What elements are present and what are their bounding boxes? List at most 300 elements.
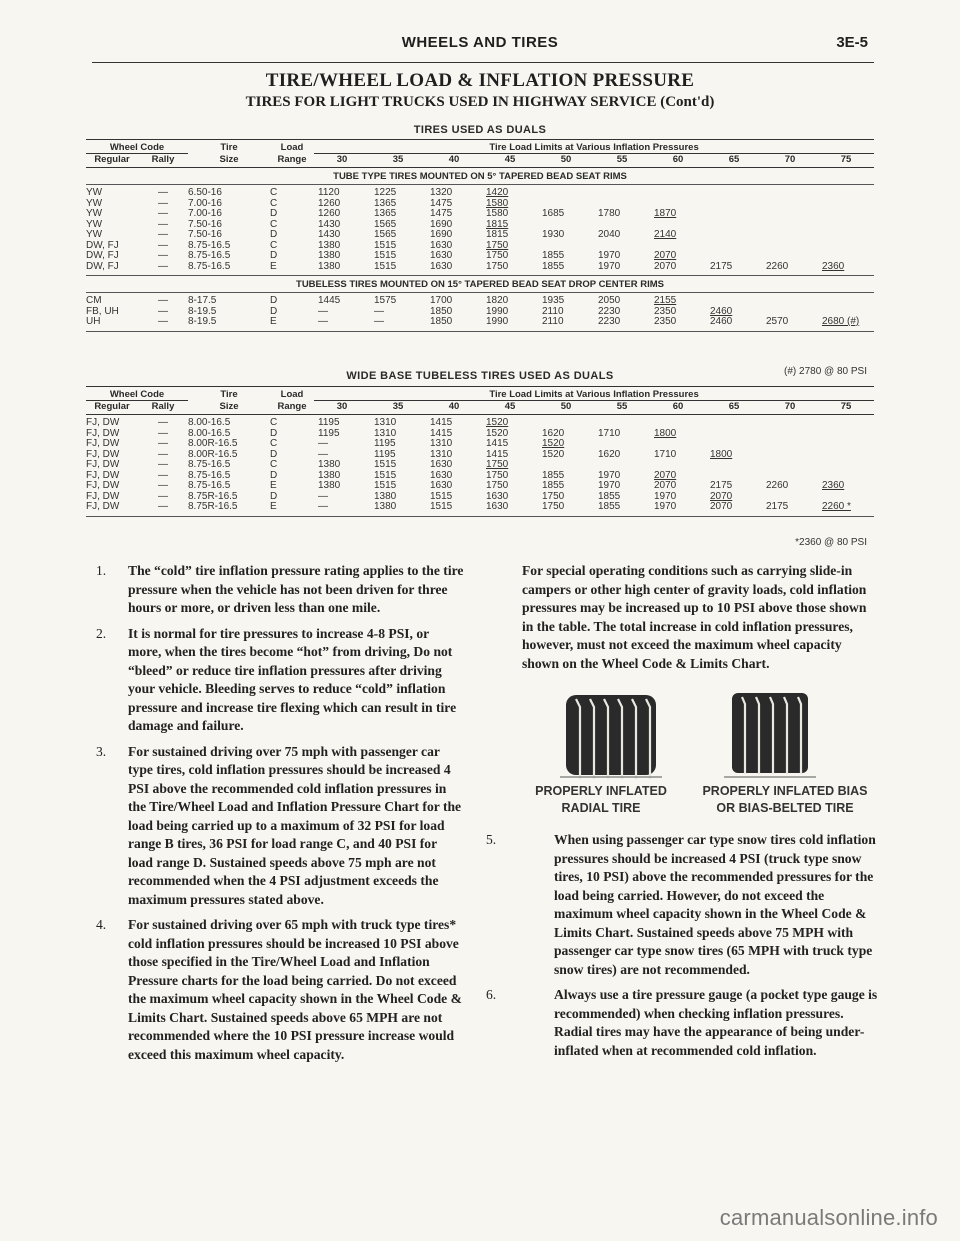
cell-load: 1630	[430, 459, 453, 470]
cell-load: 2070	[654, 480, 677, 491]
cell-load: —	[318, 438, 328, 449]
bias-caption-line-2: OR BIAS-BELTED TIRE	[716, 801, 854, 815]
cell-load: 2360	[818, 262, 874, 276]
cell-load: 1970	[598, 250, 621, 261]
cell-rally: —	[158, 208, 168, 219]
tire-figures	[522, 689, 878, 783]
cell-rally: —	[158, 295, 168, 306]
header-rally: Rally	[138, 154, 188, 168]
cell-load: 2350	[654, 305, 677, 317]
cell-regular: YW	[86, 208, 103, 219]
cell-load: 1475	[430, 197, 453, 209]
footnote-hash: (#) 2780 @ 80 PSI	[784, 366, 867, 377]
cell-load: 1630	[430, 239, 453, 251]
notes-left-column	[96, 562, 464, 1071]
cell-rally: —	[138, 317, 188, 331]
header-range: Range	[270, 401, 314, 415]
cell-load: 2070	[650, 262, 706, 276]
cell-load: 1430	[318, 229, 341, 240]
cell-load	[594, 439, 650, 450]
cell-load	[706, 439, 762, 450]
cell-load: 2070	[654, 250, 677, 261]
cell-load	[818, 241, 874, 252]
cell-load: 1855	[538, 262, 594, 276]
cell-load	[818, 185, 874, 199]
cell-load: 1365	[374, 208, 397, 219]
cell-range: D	[270, 427, 278, 439]
cell-size: 8.75-16.5	[188, 239, 231, 251]
cell-load	[762, 251, 818, 262]
cell-load: 1520	[542, 448, 565, 460]
table-row	[86, 209, 874, 220]
cell-load	[818, 251, 874, 262]
header-pressure-55: 55	[594, 401, 650, 415]
cell-rally: —	[158, 469, 168, 481]
header-pressure-60: 60	[650, 154, 706, 168]
table-row	[86, 185, 874, 199]
cell-regular: FJ, DW	[86, 459, 120, 470]
cell-load: 1580	[486, 197, 509, 209]
cell-range: C	[270, 239, 278, 251]
cell-size: 7.00-16	[188, 208, 222, 219]
cell-load	[818, 220, 874, 231]
cell-range: E	[270, 502, 314, 516]
cell-range: D	[270, 490, 278, 502]
footnote-star: *2360 @ 80 PSI	[795, 537, 867, 548]
cell-rally: —	[158, 229, 168, 240]
header-pressure-50: 50	[538, 401, 594, 415]
cell-load	[818, 293, 874, 307]
cell-rally: —	[158, 448, 168, 460]
note-number: 4.	[96, 917, 107, 932]
cell-load: 1380	[314, 262, 370, 276]
cell-load: 1855	[542, 480, 565, 491]
cell-load: 2070	[710, 490, 733, 502]
cell-rally: —	[158, 490, 168, 502]
cell-load: 2350	[650, 317, 706, 331]
cell-size: 8.75-16.5	[188, 459, 231, 470]
cell-rally: —	[158, 218, 168, 230]
cell-load: 1380	[370, 502, 426, 516]
cell-load: 2175	[710, 480, 733, 491]
cell-size: 7.50-16	[188, 218, 222, 230]
cell-load	[706, 199, 762, 210]
header-pressure-35: 35	[370, 154, 426, 168]
cell-range: C	[270, 417, 278, 428]
cell-load: 1380	[374, 490, 397, 502]
cell-load	[818, 199, 874, 210]
cell-load	[762, 460, 818, 471]
cell-size: 8.00R-16.5	[188, 448, 238, 460]
cell-load: 1855	[594, 502, 650, 516]
cell-load	[818, 230, 874, 241]
cell-load: 1515	[430, 490, 453, 502]
note-number: 1.	[96, 563, 107, 578]
cell-range: E	[270, 317, 314, 331]
cell-load	[650, 439, 706, 450]
cell-load	[762, 185, 818, 199]
table-row	[86, 460, 874, 471]
cell-load: 1815	[486, 218, 509, 230]
cell-range: D	[270, 229, 278, 240]
cell-load: 1260	[318, 208, 341, 219]
header-wheel-code: Wheel Code	[86, 140, 188, 154]
section-label-wide-base: WIDE BASE TUBELESS TIRES USED AS DUALS	[346, 370, 614, 382]
cell-load: 1630	[482, 502, 538, 516]
cell-load: —	[318, 448, 328, 460]
header-pressure-65: 65	[706, 154, 762, 168]
cell-load: 2070	[706, 502, 762, 516]
cell-size: 8.00-16.5	[188, 417, 231, 428]
header-limits: Tire Load Limits at Various Inflation Pressures	[314, 387, 874, 401]
cell-load: 1750	[482, 262, 538, 276]
running-head	[0, 34, 960, 54]
cell-rally: —	[158, 480, 168, 491]
cell-load: 1990	[486, 305, 509, 317]
running-head-title: WHEELS AND TIRES	[401, 34, 559, 51]
table-row	[86, 230, 874, 241]
cell-load: —	[318, 490, 328, 502]
note-item	[486, 831, 878, 979]
notes-right-list	[486, 831, 878, 1060]
cell-load: 1815	[486, 229, 509, 240]
cell-load: 1580	[486, 208, 509, 219]
cell-load: 1415	[430, 427, 453, 439]
cell-load	[706, 209, 762, 220]
cell-size: 8.00R-16.5	[188, 438, 238, 449]
cell-load: 1990	[482, 317, 538, 331]
cell-load	[818, 209, 874, 220]
cell-load: 2260	[766, 480, 789, 491]
radial-tire-caption	[516, 783, 686, 817]
cell-load	[762, 415, 818, 429]
cell-load: 2230	[598, 305, 621, 317]
note-text: It is normal for tire pressures to increase 4-8 PSI, or more, when the tires become “hot” from driving, Do not “bleed” or reduce tire inflation pressures after driving your vehicle. Bleeding serves to reduce “cold” inflation pressure and increase tire flexing which can result in tire damage and failure.	[128, 625, 457, 733]
header-limits: Tire Load Limits at Various Inflation Pressures	[314, 140, 874, 154]
cell-load	[762, 209, 818, 220]
cell-load: 2680 (#)	[818, 317, 874, 331]
cell-regular: UH	[86, 317, 138, 331]
bias-tire-tread-image	[724, 689, 816, 783]
radial-caption-line-2: RADIAL TIRE	[561, 801, 641, 815]
cell-load: 1750	[486, 239, 509, 251]
cell-load: 1710	[654, 448, 677, 460]
cell-load	[650, 460, 706, 471]
cell-load: 1195	[374, 438, 396, 449]
watermark: carmanualsonline.info	[719, 1205, 938, 1230]
cell-load	[762, 450, 818, 461]
cell-load	[706, 241, 762, 252]
cell-range: C	[270, 187, 278, 198]
cell-regular: FB, UH	[86, 305, 119, 317]
cell-load: 1380	[318, 469, 341, 481]
header-regular: Regular	[86, 401, 138, 415]
header-size: Size	[188, 154, 270, 168]
cell-load: 1630	[426, 262, 482, 276]
cell-load: 1415	[486, 438, 509, 449]
header-pressure-70: 70	[762, 401, 818, 415]
cell-load	[818, 439, 874, 450]
cell-load: 1430	[318, 218, 341, 230]
cell-load	[538, 415, 594, 429]
cell-load: 1970	[650, 502, 706, 516]
cell-load	[706, 230, 762, 241]
cell-range: C	[270, 438, 278, 449]
cell-size: 8.75-16.5	[188, 480, 231, 491]
cell-load: —	[314, 502, 370, 516]
cell-range: C	[270, 197, 278, 209]
note-number: 6.	[486, 987, 497, 1002]
cell-load: 1520	[542, 438, 565, 449]
cell-load	[762, 241, 818, 252]
cell-load: 1685	[542, 208, 565, 219]
cell-load: 1195	[318, 427, 340, 439]
cell-load: 1195	[318, 417, 340, 428]
bias-caption-line-1: PROPERLY INFLATED BIAS	[702, 784, 868, 798]
note-item	[96, 916, 464, 1064]
cell-rally: —	[158, 250, 168, 261]
cell-load: 1780	[598, 208, 621, 219]
cell-regular: FJ, DW	[86, 469, 120, 481]
note-text: For sustained driving over 65 mph with truck type tires* cold inflation pressures should be increased 10 PSI above those specified in the Tire/Wheel Load and Inflation Pressure charts for the load being carried. Do not exceed the maximum wheel capacity shown in the Wheel Code & Limits Chart. Sustained speeds above 65 MPH are not recommended where the 10 PSI pressure increase would exceed this maximum wheel capacity.	[128, 917, 462, 1062]
table-row	[86, 262, 874, 276]
header-pressure-65: 65	[706, 401, 762, 415]
special-conditions-paragraph: For special operating conditions such as carrying slide-in campers or other high center of gravity loads, cold inflation pressures may be increased up to 10 PSI above those shown in the table. The total increase in cold inflation pressures, however, must not exceed the maximum wheel capacity shown on the Wheel Code & Limits Chart.	[522, 563, 867, 671]
cell-range: C	[270, 218, 278, 230]
cell-load: 1870	[654, 208, 677, 219]
header-load: Load	[270, 140, 314, 154]
cell-load: 1850	[430, 305, 453, 317]
cell-load: 1380	[318, 480, 341, 491]
cell-range: D	[270, 208, 278, 219]
cell-load: 1575	[374, 295, 397, 306]
cell-load: 1415	[486, 448, 509, 460]
cell-regular: FJ, DW	[86, 480, 120, 491]
cell-regular: FJ, DW	[86, 448, 120, 460]
cell-load: 2570	[762, 317, 818, 331]
cell-range: C	[270, 459, 278, 470]
cell-load: 1855	[542, 250, 565, 261]
note-item	[96, 562, 464, 618]
page-number: 3E-5	[836, 34, 868, 51]
cell-load	[650, 415, 706, 429]
cell-load: 2260 *	[818, 502, 874, 516]
cell-load: 1260	[318, 197, 341, 209]
cell-load	[706, 220, 762, 231]
cell-size: 8-19.5	[188, 317, 270, 331]
group-banner: TUBELESS TIRES MOUNTED ON 15° TAPERED BEAD SEAT DROP CENTER RIMS	[86, 276, 874, 293]
note-item	[96, 743, 464, 910]
note-item	[96, 625, 464, 736]
cell-load: 2140	[654, 229, 677, 240]
cell-load: 1690	[430, 218, 453, 230]
cell-load: 1520	[486, 417, 509, 428]
cell-regular: CM	[86, 295, 102, 306]
table-row	[86, 293, 874, 307]
cell-load: 2155	[654, 295, 677, 306]
cell-load	[706, 185, 762, 199]
cell-load: 1420	[486, 187, 509, 198]
header-regular: Regular	[86, 154, 138, 168]
cell-rally: —	[158, 187, 168, 198]
note-number: 2.	[96, 625, 107, 641]
cell-load: 1620	[598, 448, 621, 460]
cell-load: 1630	[430, 469, 453, 481]
cell-load: —	[314, 317, 370, 331]
cell-load: 1620	[542, 427, 565, 439]
note-text: Always use a tire pressure gauge (a pocket type gauge is recommended) when checking inflation pressures. Radial tires may have the appearance of being under-inflated when at recommended cold inflation.	[554, 987, 878, 1058]
cell-load	[594, 185, 650, 199]
cell-load: 1700	[430, 295, 453, 306]
cell-load: 1515	[374, 469, 397, 481]
header-pressure-40: 40	[426, 154, 482, 168]
cell-load: 2460	[706, 317, 762, 331]
cell-regular: FJ, DW	[86, 417, 120, 428]
table-row	[86, 439, 874, 450]
cell-load: 1750	[486, 469, 509, 481]
cell-load	[762, 230, 818, 241]
radial-tire-tread-image	[560, 689, 662, 783]
note-number: 3.	[96, 743, 107, 759]
cell-range: D	[270, 250, 278, 261]
cell-load: 1630	[430, 250, 453, 261]
header-wheel-code: Wheel Code	[86, 387, 188, 401]
cell-load: 1750	[538, 502, 594, 516]
cell-rally: —	[158, 459, 168, 470]
cell-load: 2175	[706, 262, 762, 276]
cell-load: 1520	[486, 427, 509, 439]
cell-regular: FJ, DW	[86, 427, 120, 439]
wide-base-load-table	[86, 386, 874, 517]
cell-load: 1515	[426, 502, 482, 516]
cell-size: 7.50-16	[188, 229, 222, 240]
cell-load: 1935	[542, 295, 565, 306]
cell-rally: —	[158, 438, 168, 449]
cell-regular: DW, FJ	[86, 250, 119, 261]
cell-size: 8-19.5	[188, 305, 217, 317]
header-pressure-45: 45	[482, 401, 538, 415]
cell-size: 8-17.5	[188, 295, 217, 306]
cell-size: 8.75-16.5	[188, 469, 231, 481]
cell-load: 1515	[370, 262, 426, 276]
cell-load	[818, 450, 874, 461]
cell-load: 1365	[374, 197, 397, 209]
cell-load: 2040	[598, 229, 621, 240]
cell-load: 1630	[486, 490, 509, 502]
cell-load	[706, 293, 762, 307]
cell-load: 1970	[654, 490, 677, 502]
cell-load: 1855	[598, 490, 621, 502]
header-rule	[92, 62, 874, 63]
cell-rally: —	[138, 262, 188, 276]
cell-load: 1630	[430, 480, 453, 491]
cell-load: 1320	[430, 187, 453, 198]
cell-load: 1970	[594, 262, 650, 276]
header-range: Range	[270, 154, 314, 168]
cell-size: 8.75-16.5	[188, 262, 270, 276]
cell-load: 1690	[430, 229, 453, 240]
table-row	[86, 481, 874, 492]
cell-load	[706, 415, 762, 429]
cell-size: 8.00-16.5	[188, 427, 231, 439]
cell-load	[762, 429, 818, 440]
table-row	[86, 317, 874, 331]
cell-regular: FJ, DW	[86, 490, 120, 502]
cell-rally: —	[138, 502, 188, 516]
cell-load	[818, 429, 874, 440]
notes-right-column	[486, 562, 878, 1067]
header-pressure-40: 40	[426, 401, 482, 415]
page-title: TIRE/WHEEL LOAD & INFLATION PRESSURE	[265, 70, 695, 91]
cell-size: 7.00-16	[188, 197, 222, 209]
cell-load	[818, 460, 874, 471]
table-row	[86, 502, 874, 516]
cell-load: 1380	[318, 459, 341, 470]
cell-load	[706, 429, 762, 440]
cell-load: 1750	[542, 490, 565, 502]
cell-load: 1515	[374, 459, 397, 470]
figure-captions	[522, 783, 878, 823]
cell-load: 1515	[374, 250, 397, 261]
cell-load: 1310	[430, 448, 453, 460]
cell-range: D	[270, 469, 278, 481]
cell-regular: FJ, DW	[86, 438, 120, 449]
cell-load: 1475	[430, 208, 453, 219]
cell-load: 1930	[542, 229, 565, 240]
cell-load: 2050	[598, 295, 621, 306]
cell-size: 8.75R-16.5	[188, 490, 238, 502]
cell-size: 8.75-16.5	[188, 250, 231, 261]
cell-load: 2260	[762, 262, 818, 276]
note-number: 5.	[486, 832, 497, 847]
header-load: Load	[270, 387, 314, 401]
cell-load: 2110	[538, 317, 594, 331]
cell-load: 1800	[654, 427, 677, 439]
cell-range: D	[270, 295, 278, 306]
cell-range: D	[270, 305, 278, 317]
cell-load: 1800	[710, 448, 733, 460]
cell-load: —	[370, 317, 426, 331]
cell-load: 1310	[374, 427, 397, 439]
cell-range: E	[270, 480, 277, 491]
cell-load: 2110	[542, 305, 564, 317]
header-pressure-30: 30	[314, 154, 370, 168]
cell-load: 1750	[486, 250, 509, 261]
cell-load: 1415	[430, 417, 453, 428]
cell-load: 1310	[430, 438, 453, 449]
cell-load: 1380	[318, 250, 341, 261]
cell-load: 1750	[486, 480, 509, 491]
cell-load: 1820	[486, 295, 509, 306]
group-banner-row	[86, 276, 874, 293]
cell-rally: —	[158, 197, 168, 209]
header-tire: Tire	[188, 387, 270, 401]
duals-load-table	[86, 139, 874, 332]
cell-load	[538, 185, 594, 199]
cell-load	[706, 460, 762, 471]
cell-load: 1310	[374, 417, 397, 428]
note-text: The “cold” tire inflation pressure rating applies to the tire pressure when the vehicle has not been driven for three hours or more, or driven less than one mile.	[128, 563, 464, 615]
cell-regular: YW	[86, 229, 103, 240]
cell-load: 2460	[710, 305, 733, 317]
cell-load	[538, 460, 594, 471]
cell-load	[650, 185, 706, 199]
cell-regular: YW	[86, 218, 103, 230]
note-item	[486, 986, 878, 1060]
table-row	[86, 415, 874, 429]
page-subtitle: TIRES FOR LIGHT TRUCKS USED IN HIGHWAY SERVICE (Cont'd)	[245, 94, 715, 110]
cell-range: E	[270, 262, 314, 276]
